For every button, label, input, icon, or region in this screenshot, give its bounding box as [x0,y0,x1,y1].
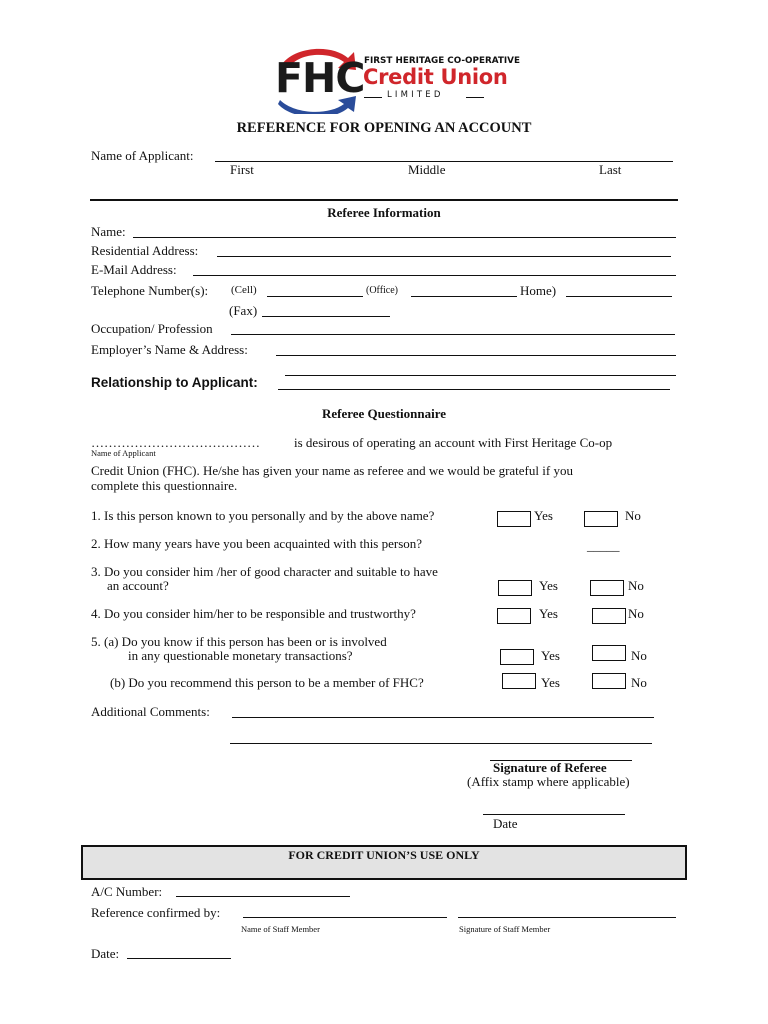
staff-signature-field[interactable] [458,917,676,918]
question-3-line1: 3. Do you consider him /her of good character and suitable to have [91,564,438,579]
section-divider [90,199,678,201]
staff-name-field[interactable] [243,917,447,918]
ac-number-field[interactable] [176,896,350,897]
fax-field[interactable] [262,316,390,317]
employer-field[interactable] [276,355,676,356]
q5b-no-label: No [631,675,647,690]
fax-caption: (Fax) [229,303,258,318]
referee-date-line[interactable] [483,814,625,815]
confirmed-by-label: Reference confirmed by: [91,905,221,920]
cell-field[interactable] [267,296,363,297]
relationship-label: Relationship to Applicant: [91,375,258,390]
staff-signature-caption: Signature of Staff Member [459,924,551,934]
stamp-note: (Affix stamp where applicable) [467,774,630,789]
office-use-heading: FOR CREDIT UNION’S USE ONLY [288,848,480,862]
q5a-yes-label: Yes [541,648,560,663]
ac-number-label: A/C Number: [91,884,163,899]
occupation-field[interactable] [231,334,675,335]
referee-address-field[interactable] [217,256,671,257]
intro-line3: complete this questionnaire. [91,478,238,493]
q4-yes-label: Yes [539,606,558,621]
q3-no-label: No [628,578,644,593]
q3-no-checkbox[interactable] [590,580,624,596]
q1-yes-checkbox[interactable] [497,511,531,527]
question-5b: (b) Do you recommend this person to be a member of FHC? [110,675,424,690]
question-1: 1. Is this person known to you personally and by the above name? [91,508,435,523]
relationship-field[interactable] [278,389,670,390]
referee-heading: Referee Information [327,205,441,220]
q1-no-checkbox[interactable] [584,511,618,527]
name-of-applicant-caption: Name of Applicant [91,448,156,458]
office-field[interactable] [411,296,517,297]
question-5a-line2: in any questionable monetary transactions? [128,648,353,663]
comments-field-line2[interactable] [230,743,652,744]
q5b-no-checkbox[interactable] [592,673,626,689]
logo-line3: LIMITED [387,90,444,100]
question-3-line2: an account? [107,578,169,593]
questionnaire-heading: Referee Questionnaire [321,406,447,421]
intro-line2: Credit Union (FHC). He/she has given your name as referee and we would be grateful if you [91,463,573,478]
referee-phone-label: Telephone Number(s): [91,283,209,298]
q1-no-label: No [625,508,641,523]
q4-yes-checkbox[interactable] [497,608,531,624]
signature-date-label: Date [493,816,518,831]
office-date-label: Date: [91,946,120,961]
signature-label: Signature of Referee [493,760,607,775]
office-caption: (Office) [366,285,399,296]
logo-initials: FHC [275,54,365,102]
home-caption: Home) [520,283,557,298]
q5a-no-label: No [631,648,647,663]
occupation-label: Occupation/ Profession [91,321,213,336]
q3-yes-checkbox[interactable] [498,580,532,596]
q5b-yes-label: Yes [541,675,560,690]
referee-name-label: Name: [91,224,126,239]
applicant-label: Name of Applicant: [91,148,194,163]
referee-name-field[interactable] [133,237,676,238]
q4-no-label: No [628,606,644,621]
logo-line2: Credit Union [363,65,508,89]
employer-field-line2[interactable] [285,375,676,376]
q1-yes-label: Yes [534,508,553,523]
logo [270,42,520,114]
q3-yes-label: Yes [539,578,558,593]
home-field[interactable] [566,296,672,297]
referee-email-label: E-Mail Address: [91,262,177,277]
cell-caption: (Cell) [231,284,257,296]
employer-label: Employer’s Name & Address: [91,342,248,357]
q4-no-checkbox[interactable] [592,608,626,624]
q2-years-field[interactable]: _____ [587,538,620,553]
question-5a-line1: 5. (a) Do you know if this person has been or is involved [91,634,387,649]
question-4: 4. Do you consider him/her to be responsible and trustworthy? [91,606,416,621]
referee-email-field[interactable] [193,275,676,276]
comments-label: Additional Comments: [91,704,210,719]
intro-line1: is desirous of operating an account with First Heritage Co-op [294,435,613,450]
office-date-field[interactable] [127,958,231,959]
staff-name-caption: Name of Staff Member [241,924,320,934]
q5b-yes-checkbox[interactable] [502,673,536,689]
applicant-first-caption: First [230,162,254,177]
comments-field[interactable] [232,717,654,718]
page-title: REFERENCE FOR OPENING AN ACCOUNT [236,120,532,136]
logo-line1: FIRST HERITAGE CO-OPERATIVE [364,56,520,66]
applicant-middle-caption: Middle [408,162,446,177]
q5a-no-checkbox[interactable] [592,645,626,661]
applicant-last-caption: Last [599,162,622,177]
applicant-dots[interactable]: ………………………………… [91,435,260,450]
referee-address-label: Residential Address: [91,243,199,258]
q5a-yes-checkbox[interactable] [500,649,534,665]
question-2: 2. How many years have you been acquainted with this person? [91,536,423,551]
